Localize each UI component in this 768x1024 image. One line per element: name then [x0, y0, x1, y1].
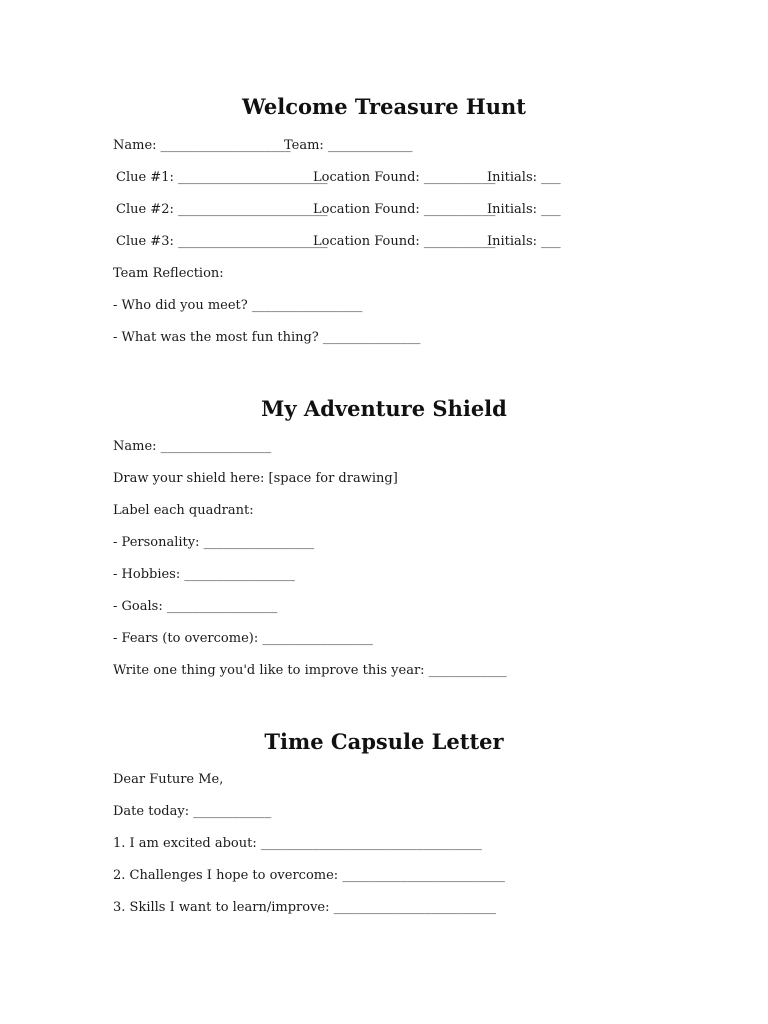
clue-1-location-field[interactable]: Location Found: ___________	[313, 170, 496, 185]
treasure-team-field[interactable]: Team: _____________	[284, 138, 413, 153]
treasure-name-field[interactable]: Name: ____________________	[113, 138, 291, 153]
team-reflection-heading: Team Reflection:	[113, 266, 224, 281]
time-capsule-title: Time Capsule Letter	[264, 729, 504, 754]
improve-field[interactable]: Write one thing you'd like to improve this year: ____________	[113, 663, 507, 678]
clue-2-location-field[interactable]: Location Found: ___________	[313, 202, 496, 217]
clue-2-initials-field[interactable]: Initials: ___	[487, 202, 561, 217]
clue-3-initials-field[interactable]: Initials: ___	[487, 234, 561, 249]
shield-name-field[interactable]: Name: _________________	[113, 439, 272, 454]
clue-3-field[interactable]: Clue #3: _______________________	[116, 234, 328, 249]
clue-2-field[interactable]: Clue #2: _______________________	[116, 202, 328, 217]
excited-about-field[interactable]: 1. I am excited about: __________________________________	[113, 836, 482, 851]
clue-3-location-field[interactable]: Location Found: ___________	[313, 234, 496, 249]
date-today-field[interactable]: Date today: ____________	[113, 804, 272, 819]
quadrant-heading: Label each quadrant:	[113, 503, 254, 518]
goals-field[interactable]: - Goals: _________________	[113, 599, 278, 614]
fears-field[interactable]: - Fears (to overcome): _________________	[113, 631, 373, 646]
hobbies-field[interactable]: - Hobbies: _________________	[113, 567, 295, 582]
skills-field[interactable]: 3. Skills I want to learn/improve: _________________________	[113, 900, 497, 915]
reflection-who-met-field[interactable]: - Who did you meet? _________________	[113, 298, 363, 313]
adventure-shield-title: My Adventure Shield	[261, 396, 507, 421]
clue-1-initials-field[interactable]: Initials: ___	[487, 170, 561, 185]
reflection-most-fun-field[interactable]: - What was the most fun thing? _______________	[113, 330, 421, 345]
shield-draw-prompt: Draw your shield here: [space for drawing]	[113, 471, 398, 486]
clue-1-field[interactable]: Clue #1: _______________________	[116, 170, 328, 185]
treasure-hunt-title: Welcome Treasure Hunt	[242, 94, 526, 119]
personality-field[interactable]: - Personality: _________________	[113, 535, 315, 550]
letter-greeting: Dear Future Me,	[113, 772, 224, 787]
challenges-field[interactable]: 2. Challenges I hope to overcome: _________________________	[113, 868, 505, 883]
